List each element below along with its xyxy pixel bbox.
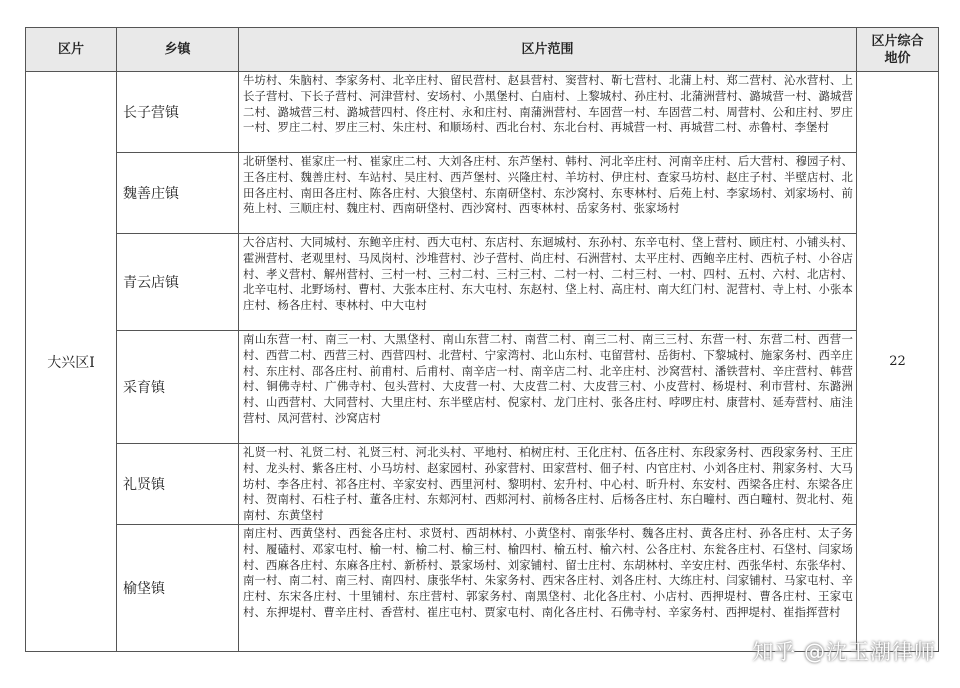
town-cell: 长子营镇 [117,72,239,153]
header-price [857,28,939,72]
watermark-text: 知乎 @沈玉潮律师 [752,640,936,664]
table-row [26,331,939,444]
scope-cell: 大谷店村、大同城村、东鲍辛庄村、西大屯村、东店村、东迴城村、东孙村、东辛屯村、垡上营村、顾庄村、小铺头村、霍洲营村、老观里村、马凤岗村、沙堆营村、沙子营村、尚庄村、石洲营村、太平庄村、西鲍辛庄村、西杭子村、小谷店村、孝义营村、解州营村、三村一村、三村二村、三村三村、二村一村、二村三村、一村、四村、五村、六村、北店村、北辛屯村、北野场村、曹村、大张本庄村、东大屯村、东赵村、垡上村、高庄村、南大红门村、泥营村、寺上村、小张本庄村、杨各庄村、枣林村、中大屯村 [239,234,857,331]
table-row [26,234,939,331]
table-row [26,444,939,525]
town-cell: 魏善庄镇 [117,153,239,234]
table-header-row [26,28,939,72]
scope-cell: 礼贤一村、礼贤二村、礼贤三村、河北头村、平地村、柏树庄村、王化庄村、伍各庄村、东段家务村、西段家务村、王庄村、龙头村、紫各庄村、小马坊村、赵家园村、孙家营村、田家营村、佃子村、内官庄村、小刘各庄村、荆家务村、大马坊村、李各庄村、祁各庄村、辛家安村、西里河村、黎明村、宏升村、中心村、昕升村、东安村、西梁各庄村、东梁各庄村、贺南村、石柱子村、董各庄村、东郏河村、西郏河村、前杨各庄村、后杨各庄村、东白疃村、西白疃村、贺北村、苑南村、东黄垡村 [239,444,857,525]
town-cell: 采育镇 [117,331,239,444]
table-row [26,153,939,234]
scope-cell: 北研堡村、崔家庄一村、崔家庄二村、大刘各庄村、东芦堡村、韩村、河北辛庄村、河南辛庄村、后大营村、穆园子村、王各庄村、魏善庄村、车站村、吴庄村、西芦堡村、兴隆庄村、羊坊村、伊庄村、查家马坊村、赵庄子村、半壁店村、北田各庄村、南田各庄村、陈各庄村、大狼垡村、东南研垡村、东沙窝村、东枣林村、后苑上村、李家场村、刘家场村、前苑上村、三顺庄村、魏庄村、西南研垡村、西沙窝村、西枣林村、岳家务村、张家场村 [239,153,857,234]
land-price-table [25,27,939,652]
header-district: 区片 [26,28,117,72]
header-price-line2: 地价 [884,50,911,66]
town-cell: 礼贤镇 [117,444,239,525]
town-cell: 青云店镇 [117,234,239,331]
scope-cell: 南山东营一村、南三一村、大黑垡村、南山东营二村、南营二村、南三二村、南三三村、东营一村、东营二村、西营一村、西营二村、西营三村、西营四村、北营村、宁家湾村、北山东村、屯留营村、岳街村、下黎城村、施家务村、西辛庄村、东庄村、邵各庄村、前甫村、后甫村、南辛店一村、南辛店二村、北辛庄村、沙窝营村、潘铁营村、辛庄营村、韩营村、铜佛寺村、广佛寺村、包头营村、大皮营一村、大皮营二村、大皮营三村、小皮营村、杨堤村、利市营村、东潞洲村、山西营村、大同营村、大里庄村、东半壁店村、倪家村、龙门庄村、张各庄村、哱啰庄村、康营村、延寿营村、庙洼营村、凤河营村、沙窝店村 [239,331,857,444]
table-row [26,72,939,153]
district-cell: 大兴区Ⅰ [26,72,117,652]
header-town: 乡镇 [117,28,239,72]
scope-cell: 南庄村、西黄垡村、西瓮各庄村、求贤村、西胡林村、小黄垡村、南张华村、魏各庄村、黄各庄村、孙各庄村、太子务村、履磕村、邓家屯村、榆一村、榆二村、榆三村、榆四村、榆五村、榆六村、公各庄村、东瓮各庄村、石垡村、闫家场村、西麻各庄村、东麻各庄村、新桥村、景家场村、刘家铺村、留士庄村、东胡林村、辛安庄村、西张华村、东张华村、南一村、南二村、南三村、南四村、康张华村、朱家务村、西宋各庄村、刘各庄村、大练庄村、闫家铺村、马家屯村、辛庄村、东宋各庄村、十里铺村、东庄营村、郭家务村、南黑垡村、北化各庄村、小店村、西押堤村、曹各庄村、王家屯村、东押堤村、曹辛庄村、香营村、崔庄屯村、贾家屯村、南化各庄村、石佛寺村、辛家务村、西押堤村、崔指挥营村 [239,525,857,652]
scope-cell: 牛坊村、朱脑村、李家务村、北辛庄村、留民营村、赵县营村、窦营村、靳七营村、北蒲上村、郑二营村、沁水营村、上长子营村、下长子营村、河津营村、安场村、小黑堡村、白庙村、上黎城村、孙庄村、北蒲洲营村、潞城营一村、潞城营二村、潞城营三村、潞城营四村、佟庄村、永和庄村、南蒲洲营村、车固营一村、车固营二村、周营村、公和庄村、罗庄一村、罗庄二村、罗庄三村、朱庄村、和顺场村、西北台村、东北台村、再城营一村、再城营二村、赤鲁村、李堡村 [239,72,857,153]
town-cell: 榆垡镇 [117,525,239,652]
header-price-line1: 区片综合 [871,33,924,49]
price-cell: 22 [857,72,939,652]
header-scope: 区片范围 [239,28,857,72]
table-row [26,525,939,652]
